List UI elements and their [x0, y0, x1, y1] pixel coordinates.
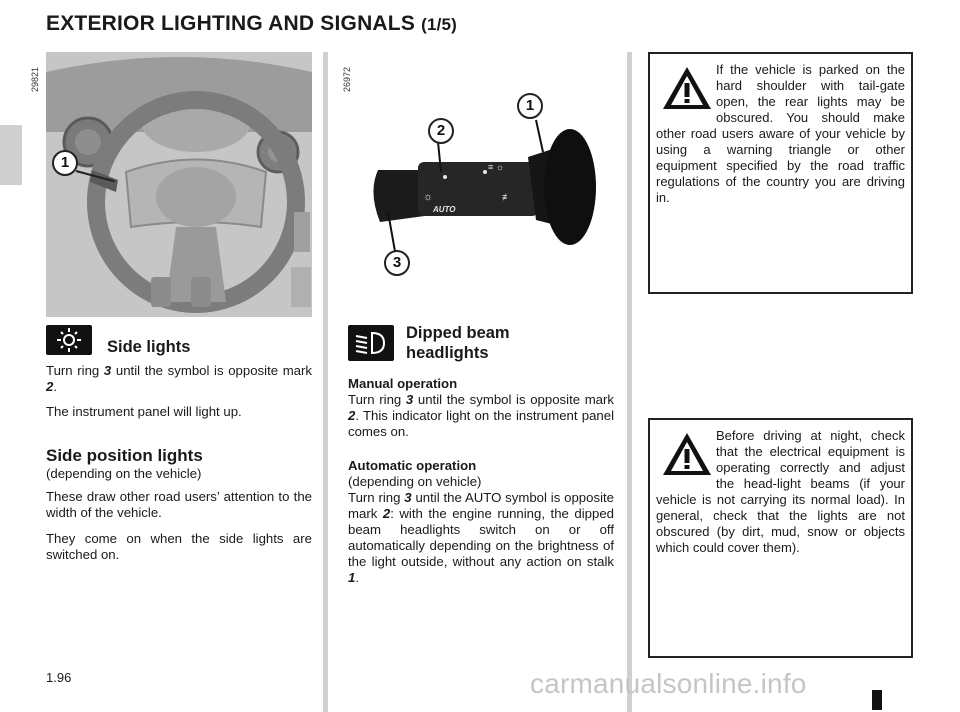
dipped-beam-heading: Dipped beam headlights [406, 324, 510, 362]
automatic-operation-subtitle: (depending on vehicle) [348, 474, 482, 489]
page-edge-tab [872, 690, 882, 710]
warning-text-2: Before driving at night, check that the electrical equipment is operating correctly and adjust the head-light beams (if your vehicle is not carrying its normal load). In general, check that the lights are not obscured (by dirt, mud, snow or objects which could cover them). [656, 428, 905, 555]
side-lights-paragraph: Turn ring 3 until the symbol is opposite mark 2. [46, 363, 313, 394]
side-lights-paragraph-2: The instrument panel will light up. [46, 404, 242, 419]
column-divider-right [627, 52, 632, 712]
side-position-paragraph-2: They come on when the side lights are switched on. [46, 531, 312, 562]
dashboard-drawing [46, 52, 312, 317]
automatic-operation-paragraph: Turn ring 3 until the AUTO symbol is opposite mark 2: with the engine running, the dipped beam headlights switch on or off automatically depending on the brightness of the light outside, without any action on stalk 1. [348, 490, 615, 585]
side-position-heading: Side position lights [46, 446, 203, 465]
watermark: carmanualsonline.info [530, 668, 807, 699]
figure2-callout-3: 3 [384, 250, 410, 276]
page-title [46, 12, 457, 36]
side-position-paragraph-1: These draw other road users’ attention to the width of the vehicle. [46, 489, 312, 520]
dashboard-illustration [46, 52, 312, 317]
stalk-drawing [358, 52, 624, 317]
svg-text:≢: ≢ [502, 192, 511, 202]
page-number: 1.96 [46, 670, 72, 685]
svg-text:☼: ☼ [423, 191, 434, 203]
figure2-auto-label: AUTO [433, 205, 456, 214]
column-divider-left [323, 52, 328, 712]
manual-operation-paragraph: Turn ring 3 until the symbol is opposite mark 2. This indicator light on the instrument panel comes on. [348, 392, 615, 439]
lighting-stalk-illustration [358, 52, 624, 317]
manual-operation-heading: Manual operation [348, 376, 458, 391]
automatic-operation-heading: Automatic operation [348, 458, 477, 473]
dipped-beam-icon [348, 325, 394, 361]
section-tab [0, 125, 22, 185]
figure2-code: 26972 [342, 66, 352, 92]
title-part: (1/5) [421, 15, 458, 34]
warning-box-2 [648, 418, 913, 658]
svg-text:≡ ☼: ≡ ☼ [488, 162, 505, 172]
warning-text-1: If the vehicle is parked on the hard shoulder with tail-gate open, the rear lights may be obscured. You should make other road users aware of your vehicle by using a warning triangle or other equipment specified by the road traffic regulations of the country you are driving in. [656, 62, 905, 205]
title-main: EXTERIOR LIGHTING AND SIGNALS [46, 12, 416, 35]
side-lights-icon [46, 325, 92, 355]
side-lights-heading: Side lights [107, 338, 191, 356]
side-position-subtitle: (depending on the vehicle) [46, 466, 202, 481]
figure2-callout-2: 2 [428, 118, 454, 144]
figure2-callout-1: 1 [517, 93, 543, 119]
warning-box-1 [648, 52, 913, 294]
figure1-callout-1: 1 [52, 150, 78, 176]
figure1-code: 29821 [30, 66, 40, 92]
